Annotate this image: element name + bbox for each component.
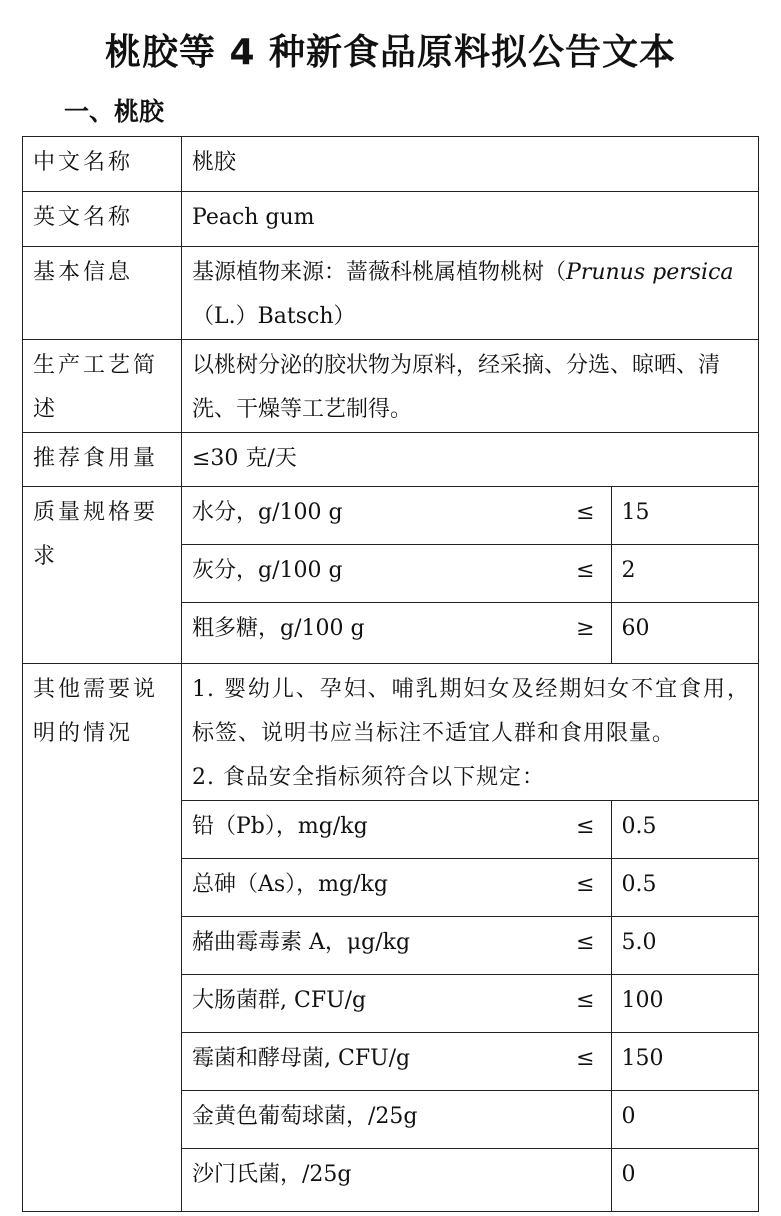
- row-other: [23, 664, 759, 1212]
- other-cell: [182, 664, 759, 1212]
- safety-item-name: 沙门氏菌，/25g: [192, 1162, 352, 1187]
- quality-row: [182, 487, 758, 545]
- safety-item-name: 霉菌和酵母菌, CFU/g: [192, 1046, 411, 1071]
- value-basic-info: [182, 247, 759, 340]
- safety-item-name: 总砷（As），mg/kg: [192, 872, 388, 897]
- safety-item: [182, 801, 611, 859]
- safety-item: [182, 1149, 611, 1212]
- quality-item-op: ≤: [576, 500, 595, 525]
- quality-item-op: ≥: [576, 616, 595, 641]
- safety-item-value: 100: [611, 975, 758, 1033]
- safety-item-name: 铅（Pb），mg/kg: [192, 814, 368, 839]
- quality-item-name: 粗多糖，g/100 g: [192, 616, 365, 641]
- label-basic-info: 基本信息: [23, 247, 182, 340]
- safety-item-op: ≤: [576, 988, 595, 1013]
- row-dosage: [23, 433, 759, 487]
- safety-item: [182, 917, 611, 975]
- quality-item-value: 2: [611, 545, 758, 603]
- quality-item: [182, 545, 611, 603]
- row-quality: [23, 487, 759, 664]
- safety-item-name: 大肠菌群, CFU/g: [192, 988, 367, 1013]
- safety-item-value: 0: [611, 1149, 758, 1212]
- safety-item-op: ≤: [576, 872, 595, 897]
- safety-item: [182, 975, 611, 1033]
- quality-cell: [182, 487, 759, 664]
- safety-item: [182, 859, 611, 917]
- row-chinese-name: [23, 137, 759, 192]
- safety-item-value: 5.0: [611, 917, 758, 975]
- safety-item-name: 金黄色葡萄球菌，/25g: [192, 1104, 418, 1129]
- safety-item-value: 0: [611, 1091, 758, 1149]
- label-quality: 质量规格要求: [23, 487, 182, 664]
- safety-spec-table: [182, 800, 758, 1211]
- safety-item-value: 0.5: [611, 859, 758, 917]
- label-process: 生产工艺简述: [23, 340, 182, 433]
- row-process: [23, 340, 759, 433]
- safety-item-op: ≤: [576, 1046, 595, 1071]
- safety-row: [182, 801, 758, 859]
- basic-info-suffix: （L.）Batsch）: [192, 304, 356, 329]
- safety-item-op: ≤: [576, 814, 595, 839]
- note-2: 2. 食品安全指标须符合以下规定：: [192, 765, 545, 790]
- safety-item-op: ≤: [576, 930, 595, 955]
- safety-row: [182, 975, 758, 1033]
- value-english-name: Peach gum: [182, 192, 759, 247]
- quality-row: [182, 603, 758, 664]
- row-basic-info: [23, 247, 759, 340]
- safety-row: [182, 1091, 758, 1149]
- quality-item-op: ≤: [576, 558, 595, 583]
- row-english-name: [23, 192, 759, 247]
- safety-item-name: 赭曲霉毒素 A，μg/kg: [192, 930, 411, 955]
- safety-item-value: 150: [611, 1033, 758, 1091]
- other-notes: [182, 664, 758, 800]
- quality-item: [182, 487, 611, 545]
- quality-item-value: 60: [611, 603, 758, 664]
- label-dosage: 推荐食用量: [23, 433, 182, 487]
- ingredient-table: [22, 136, 759, 1212]
- safety-row: [182, 1033, 758, 1091]
- document-title: 桃胶等 4 种新食品原料拟公告文本: [104, 32, 677, 73]
- latin-species: persica: [652, 260, 734, 285]
- value-chinese-name: 桃胶: [182, 137, 759, 192]
- value-process: 以桃树分泌的胶状物为原料，经采摘、分选、晾晒、清洗、干燥等工艺制得。: [182, 340, 759, 433]
- section-heading: 一、桃胶: [64, 97, 165, 126]
- note-1: 1. 婴幼儿、孕妇、哺乳期妇女及经期妇女不宜食用，标签、说明书应当标注不适宜人群和食用限量。: [192, 677, 750, 746]
- basic-info-prefix: 基源植物来源：蔷薇科桃属植物桃树（: [192, 260, 567, 285]
- latin-genus: Prunus: [566, 260, 646, 285]
- label-other: 其他需要说明的情况: [23, 664, 182, 1212]
- label-english-name: 英文名称: [23, 192, 182, 247]
- safety-item: [182, 1091, 611, 1149]
- value-dosage: ≤30 克/天: [182, 433, 759, 487]
- quality-item-name: 水分，g/100 g: [192, 500, 343, 525]
- safety-row: [182, 859, 758, 917]
- safety-row: [182, 917, 758, 975]
- safety-row: [182, 1149, 758, 1212]
- quality-row: [182, 545, 758, 603]
- quality-item-value: 15: [611, 487, 758, 545]
- safety-item-op: [595, 1153, 603, 1197]
- label-chinese-name: 中文名称: [23, 137, 182, 192]
- quality-item: [182, 603, 611, 664]
- safety-item-value: 0.5: [611, 801, 758, 859]
- safety-item-op: [595, 1095, 603, 1139]
- quality-item-name: 灰分，g/100 g: [192, 558, 343, 583]
- quality-spec-table: [182, 487, 758, 663]
- safety-item: [182, 1033, 611, 1091]
